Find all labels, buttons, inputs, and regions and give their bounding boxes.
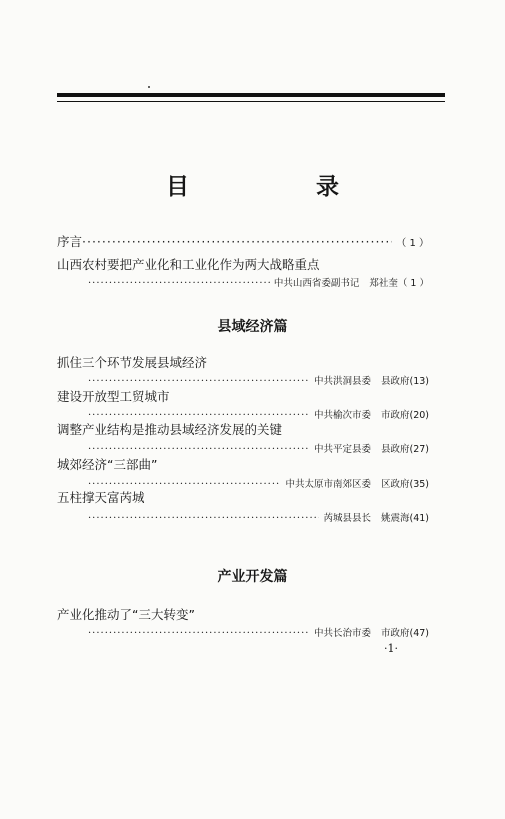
toc-entry-author-line [88, 625, 429, 640]
toc-entry-title[interactable]: 五柱撑天富芮城 [57, 490, 145, 505]
dot-leader [88, 278, 270, 290]
toc-entry-title[interactable]: 抓住三个环节发展县域经济 [57, 355, 208, 370]
entry-author [310, 441, 429, 455]
toc-entry-title[interactable]: 建设开放型工贸城市 [57, 389, 170, 404]
dot-leader [82, 235, 392, 249]
author-page: 市政府(47) [380, 628, 429, 639]
entry-author [319, 510, 429, 524]
toc-entry-author-line [88, 441, 429, 456]
dot-leader [88, 513, 319, 525]
toc-entry-author-line [88, 510, 429, 525]
author-org: 中共榆次市委 [313, 410, 371, 421]
toc-entry-author-line [88, 275, 429, 290]
toc-entry-title[interactable]: 产业化推动了“三大转变” [57, 607, 195, 622]
author-org: 中共长治市委 [313, 628, 371, 639]
header-rule-thick [57, 93, 445, 97]
toc-entry-title[interactable]: 山西农村要把产业化和工业化作为两大战略重点 [57, 257, 320, 272]
section-heading: 县域经济篇 [217, 319, 288, 335]
author-page: 姚震海(41) [380, 513, 429, 524]
author-org: 中共平定县委 [313, 444, 371, 455]
author-page: 区政府(35) [380, 479, 429, 490]
author-page: 县政府(13) [380, 376, 429, 387]
entry-author [310, 625, 429, 639]
toc-title: 目 录 [166, 174, 391, 200]
toc-entry-preface[interactable] [57, 232, 429, 250]
author-org: 芮城县县长 [323, 513, 371, 524]
author-page: 郑社奎（ 1 ） [369, 278, 429, 289]
toc-entry-author-line [88, 373, 429, 388]
author-page: 市政府(20) [380, 410, 429, 421]
page-number: ·1· [384, 642, 398, 655]
section-heading: 产业开发篇 [217, 569, 288, 585]
author-org: 中共洪洞县委 [313, 376, 371, 387]
entry-author [310, 407, 429, 421]
entry-title: 序言 [57, 234, 83, 249]
toc-entry-title[interactable]: 城郊经济“三部曲” [57, 457, 158, 472]
dot-leader [88, 628, 310, 640]
author-page: 县政府(27) [380, 444, 429, 455]
print-speck [148, 86, 150, 88]
header-rule-thin [57, 101, 445, 102]
entry-author [281, 476, 429, 490]
entry-author [270, 275, 429, 289]
author-org: 中共山西省委副书记 [273, 278, 360, 289]
toc-entry-title[interactable]: 调整产业结构是推动县域经济发展的关键 [57, 422, 283, 437]
entry-author [310, 373, 429, 387]
page-ref: （ 1 ） [396, 238, 429, 249]
author-org: 中共太原市南郊区委 [285, 479, 371, 490]
